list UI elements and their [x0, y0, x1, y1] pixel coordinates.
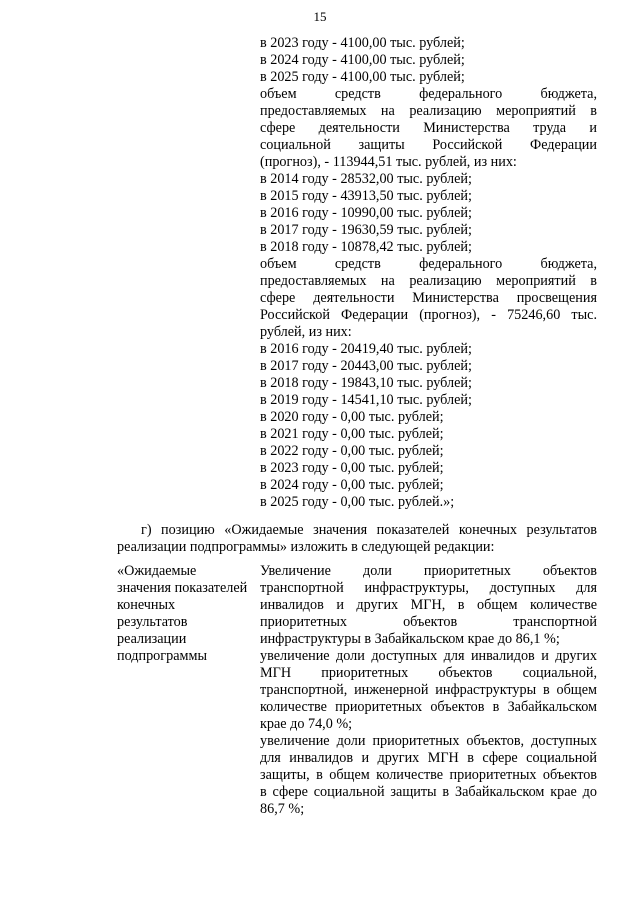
text-line: в 2014 году - 28532,00 тыс. рублей;	[260, 171, 472, 187]
value-line: инфраструктуры в Забайкальском крае до 86,1 %;	[260, 631, 560, 647]
value-line: Увеличение доли приоритетных объектов	[260, 563, 597, 579]
amendment-paragraph	[117, 522, 597, 556]
text-line: предоставляемых на реализацию мероприятий в	[260, 103, 597, 119]
text-line: в 2021 году - 0,00 тыс. рублей;	[260, 426, 444, 442]
value-line: крае до 74,0 %;	[260, 716, 353, 732]
text-line: в 2018 году - 10878,42 тыс. рублей;	[260, 239, 472, 255]
value-line: количестве приоритетных объектов в Забайкальском	[260, 699, 597, 715]
text-line: сфере деятельности Министерства просвещения	[260, 290, 597, 306]
value-line: защиты, в общем количестве приоритетных объектов	[260, 767, 597, 783]
text-line: в 2025 году - 0,00 тыс. рублей.»;	[260, 494, 455, 510]
text-line: сфере деятельности Министерства труда и	[260, 120, 597, 136]
text-line: в 2020 году - 0,00 тыс. рублей;	[260, 409, 444, 425]
text-line: в 2025 году - 4100,00 тыс. рублей;	[260, 69, 465, 85]
value-line: приоритетных объектов транспортной	[260, 614, 597, 630]
text-line: в 2016 году - 10990,00 тыс. рублей;	[260, 205, 472, 221]
label-line: «Ожидаемые	[117, 563, 197, 579]
text-line: объем средств федерального бюджета,	[260, 256, 597, 272]
funding-block	[260, 35, 597, 511]
label-line: значения показателей	[117, 580, 248, 596]
text-line: в 2015 году - 43913,50 тыс. рублей;	[260, 188, 472, 204]
value-line: 86,7 %;	[260, 801, 305, 817]
text-line: в 2018 году - 19843,10 тыс. рублей;	[260, 375, 472, 391]
text-line: Российской Федерации (прогноз), - 75246,60 тыс.	[260, 307, 597, 323]
value-line: увеличение доли приоритетных объектов, доступных	[260, 733, 597, 749]
value-line: транспортной, инженерной инфраструктуры в общем	[260, 682, 597, 698]
text-line: рублей, из них:	[260, 324, 352, 340]
table-value-cell	[260, 563, 597, 818]
text-line: (прогноз), - 113944,51 тыс. рублей, из них:	[260, 154, 517, 170]
text-line: в 2017 году - 20443,00 тыс. рублей;	[260, 358, 472, 374]
text-line: в 2019 году - 14541,10 тыс. рублей;	[260, 392, 472, 408]
text-line: в 2023 году - 0,00 тыс. рублей;	[260, 460, 444, 476]
paragraph-line: г) позицию «Ожидаемые значения показателей конечных результатов	[141, 522, 597, 538]
value-line: инвалидов и других МГН, в общем количестве	[260, 597, 597, 613]
text-line: предоставляемых на реализацию мероприятий в	[260, 273, 597, 289]
page-number: 15	[313, 9, 327, 24]
label-line: подпрограммы	[117, 648, 207, 664]
text-line: социальной защиты Российской Федерации	[260, 137, 597, 153]
label-line: реализации	[117, 631, 187, 647]
value-line: МГН приоритетных объектов социальной,	[260, 665, 597, 681]
text-line: в 2024 году - 0,00 тыс. рублей;	[260, 477, 444, 493]
text-line: в 2023 году - 4100,00 тыс. рублей;	[260, 35, 465, 51]
table-label-cell	[117, 563, 257, 665]
text-line: объем средств федерального бюджета,	[260, 86, 597, 102]
text-line: в 2017 году - 19630,59 тыс. рублей;	[260, 222, 472, 238]
value-line: для инвалидов и других МГН в сфере социальной	[260, 750, 597, 766]
value-line: транспортной инфраструктуры, доступных для	[260, 580, 597, 596]
text-line: в 2016 году - 20419,40 тыс. рублей;	[260, 341, 472, 357]
value-line: в сфере социальной защиты в Забайкальском крае до	[260, 784, 597, 800]
label-line: результатов	[117, 614, 188, 630]
value-line: увеличение доли доступных для инвалидов и других	[260, 648, 597, 664]
text-line: в 2022 году - 0,00 тыс. рублей;	[260, 443, 444, 459]
label-line: конечных	[117, 597, 176, 613]
paragraph-line: реализации подпрограммы» изложить в следующей редакции:	[117, 539, 495, 555]
text-line: в 2024 году - 4100,00 тыс. рублей;	[260, 52, 465, 68]
